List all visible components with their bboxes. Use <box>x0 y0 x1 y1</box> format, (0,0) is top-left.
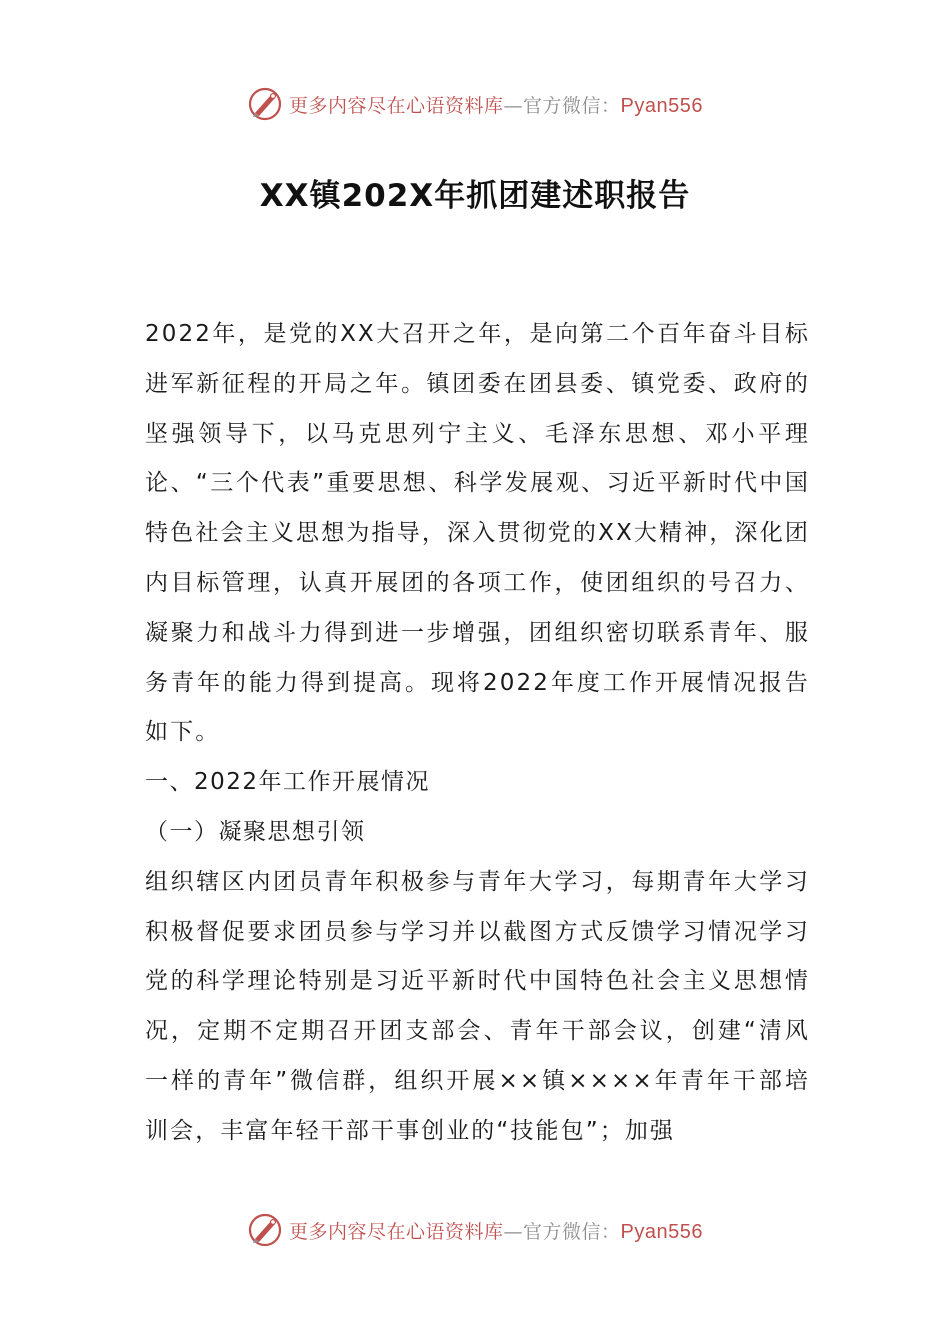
banner-wechat-label: 官方微信： <box>523 94 621 117</box>
body-paragraph: 组织辖区内团员青年积极参与青年大学习，每期青年大学习积极督促要求团员参与学习并以截图方式反馈学习情况学习党的科学理论特别是习近平新时代中国特色社会主义思想情况，定期不定期召开团支部会、青年干部会议，创建“清风一样的青年”微信群，组织开展××镇××××年青年干部培训会，丰富年轻干部干事创业的“技能包”；加强 <box>145 868 810 1144</box>
intro-paragraph: 2022年，是党的XX大召开之年，是向第二个百年奋斗目标进军新征程的开局之年。镇团委在团县委、镇党委、政府的坚强领导下，以马克思列宁主义、毛泽东思想、邓小平理论、“三个代表”重要思想、科学发展观、习近平新时代中国特色社会主义思想为指导，深入贯彻党的XX大精神，深化团内目标管理，认真开展团的各项工作，使团组织的号召力、凝聚力和战斗力得到进一步增强，团组织密切联系青年、服务青年的能力得到提高。现将2022年度工作开展情况报告如下。 <box>145 321 810 746</box>
banner-wechat-label: 官方微信： <box>523 1220 621 1243</box>
pen-logo-icon <box>247 86 283 122</box>
banner-site-name: 更多内容尽在心语资料库 <box>289 1220 504 1243</box>
banner-text <box>289 1217 703 1244</box>
pen-logo-icon <box>247 1212 283 1248</box>
banner-wechat-id: Pyan556 <box>620 1220 703 1243</box>
section-heading: 一、2022年工作开展情况 <box>145 769 431 796</box>
banner-dash: — <box>503 94 524 117</box>
banner-dash: — <box>503 1220 524 1243</box>
document-title: XX镇202X年抓团建述职报告 <box>259 178 691 214</box>
banner-wechat-id: Pyan556 <box>620 94 703 117</box>
banner-text <box>289 91 703 118</box>
document-body <box>145 310 810 1157</box>
banner-site-name: 更多内容尽在心语资料库 <box>289 94 504 117</box>
footer-banner <box>0 1208 950 1252</box>
subsection-heading: （一）凝聚思想引领 <box>145 818 366 845</box>
header-banner <box>0 82 950 126</box>
